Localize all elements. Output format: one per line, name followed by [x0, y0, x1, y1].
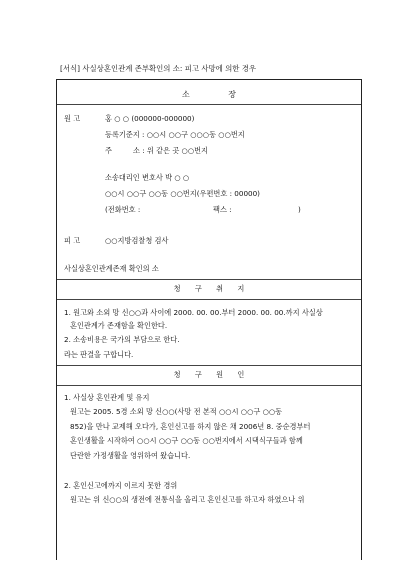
cause-section-1-title: 1. 사실상 혼인관계 및 유지	[64, 393, 150, 402]
document-title: 소 장	[182, 90, 254, 99]
cause-heading: 청 구 원 인	[173, 370, 251, 379]
cause-section-2-line-1: 원고는 위 신○○의 생전에 전통식을 올리고 혼인신고를 하고자 하였으나 위	[70, 495, 305, 504]
defendant-name: ○○지방검찰청 검사	[105, 236, 169, 245]
agent-address: ○○시 ○○구 ○○동 ○○번지(우편번호 : 00000)	[105, 189, 260, 198]
cause-section-1-line-4: 단란한 가정생활을 영위하여 왔습니다.	[70, 451, 191, 460]
plaintiff-registry: 등록기준지 : ○○시 ○○구 ○○○동 ○○번지	[105, 130, 245, 139]
agent-name: 소송대리인 변호사 박 ○ ○	[105, 173, 190, 182]
case-name: 사실상혼인관계존재 확인의 소	[64, 264, 159, 273]
claim-item-1-line-2: 혼인관계가 존재함을 확인한다.	[70, 321, 168, 330]
cause-section-2-title: 2. 혼인신고에까지 이르지 못한 경위	[64, 481, 178, 490]
cause-top-divider	[57, 365, 361, 366]
agent-close-paren: )	[298, 205, 301, 214]
claim-closing: 라는 판결을 구합니다.	[64, 350, 134, 359]
plaintiff-name: 홍 ○ ○ (000000-000000)	[105, 114, 195, 123]
plaintiff-address-label: 주	[105, 146, 112, 155]
cause-section-1-line-3: 혼인생활을 시작하여 ○○시 ○○구 ○○동 ○○번지에서 시댁식구들과 함께	[70, 436, 303, 445]
claim-heading: 청 구 취 지	[173, 284, 251, 293]
agent-fax: 팩스 :	[213, 205, 232, 214]
claim-bottom-divider	[57, 299, 361, 300]
document-frame	[56, 79, 362, 560]
claim-top-divider	[57, 279, 361, 280]
cause-bottom-divider	[57, 385, 361, 386]
claim-item-2: 2. 소송비용은 국가의 부담으로 한다.	[64, 335, 180, 344]
cause-section-1-line-1: 원고는 2005. 5경 소외 망 신○○(사망 전 본적 ○○시 ○○구 ○○동	[70, 407, 283, 416]
agent-phone: (전화번호 :	[105, 205, 141, 214]
title-divider	[57, 104, 361, 105]
plaintiff-address: 소 : 위 같은 곳 ○○번지	[133, 146, 208, 155]
plaintiff-label: 원 고	[64, 114, 81, 123]
claim-item-1-line-1: 1. 원고와 소외 망 신○○과 사이에 2000. 00. 00.부터 2000. 00. 00.까지 사실상	[64, 308, 323, 317]
defendant-label: 피 고	[64, 236, 81, 245]
cause-section-1-line-2: 852)을 만나 교제해 오다가, 혼인신고를 하지 않은 채 2006년 8. 중순경부터	[70, 422, 311, 431]
form-caption: [서식] 사실상혼인관계 존부확인의 소: 피고 사망에 의한 경우	[60, 64, 257, 73]
